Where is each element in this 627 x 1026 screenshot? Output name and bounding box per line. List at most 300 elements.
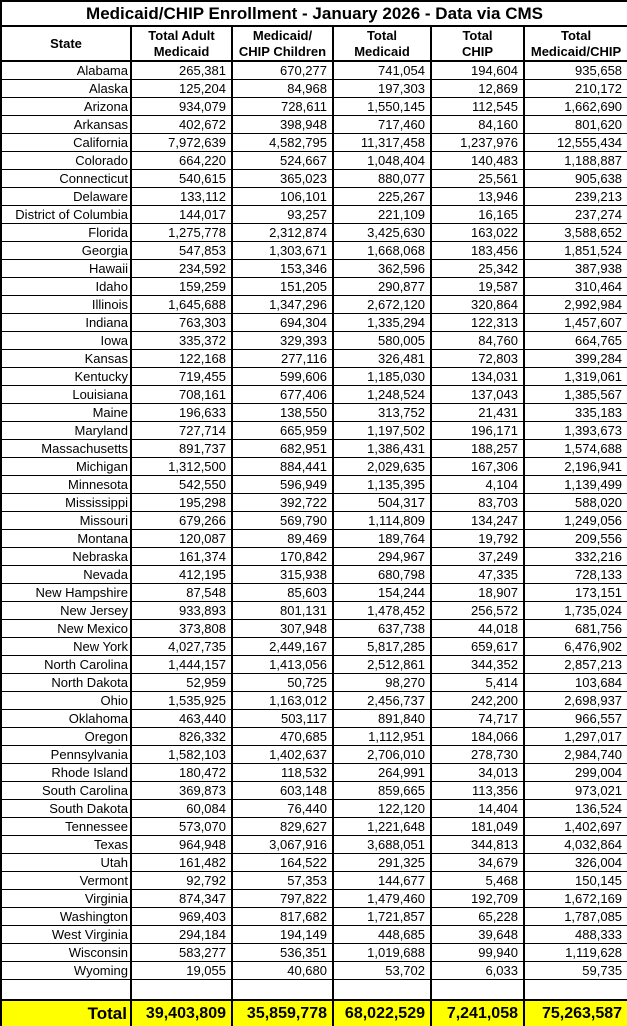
cell-value: 335,183 bbox=[524, 403, 627, 421]
cell-value: 369,873 bbox=[131, 781, 232, 799]
cell-value: 134,031 bbox=[431, 367, 524, 385]
table-row bbox=[1, 799, 627, 817]
cell-value: 47,335 bbox=[431, 565, 524, 583]
cell-value: 150,145 bbox=[524, 871, 627, 889]
cell-value: 637,738 bbox=[333, 619, 431, 637]
table-row bbox=[1, 241, 627, 259]
cell-value: 935,658 bbox=[524, 61, 627, 79]
table-row bbox=[1, 79, 627, 97]
table-row bbox=[1, 277, 627, 295]
table-row bbox=[1, 817, 627, 835]
cell-state: Florida bbox=[1, 223, 131, 241]
cell-value: 194,604 bbox=[431, 61, 524, 79]
cell-value: 1,668,068 bbox=[333, 241, 431, 259]
cell-value: 294,967 bbox=[333, 547, 431, 565]
cell-value: 221,109 bbox=[333, 205, 431, 223]
cell-value: 504,317 bbox=[333, 493, 431, 511]
cell-state: Minnesota bbox=[1, 475, 131, 493]
cell-value: 291,325 bbox=[333, 853, 431, 871]
cell-value: 412,195 bbox=[131, 565, 232, 583]
cell-value: 133,112 bbox=[131, 187, 232, 205]
cell-state: Oregon bbox=[1, 727, 131, 745]
cell-value: 399,284 bbox=[524, 349, 627, 367]
cell-state: New Jersey bbox=[1, 601, 131, 619]
cell-state: Alaska bbox=[1, 79, 131, 97]
cell-value: 596,949 bbox=[232, 475, 333, 493]
cell-state: Wyoming bbox=[1, 961, 131, 979]
cell-value: 161,482 bbox=[131, 853, 232, 871]
cell-value: 536,351 bbox=[232, 943, 333, 961]
cell-value: 332,216 bbox=[524, 547, 627, 565]
cell-state: Nebraska bbox=[1, 547, 131, 565]
cell-value: 98,270 bbox=[333, 673, 431, 691]
cell-value: 569,790 bbox=[232, 511, 333, 529]
cell-value: 680,798 bbox=[333, 565, 431, 583]
cell-value: 118,532 bbox=[232, 763, 333, 781]
cell-value: 294,184 bbox=[131, 925, 232, 943]
cell-value: 140,483 bbox=[431, 151, 524, 169]
table-row bbox=[1, 619, 627, 637]
cell-value: 859,665 bbox=[333, 781, 431, 799]
cell-value: 373,808 bbox=[131, 619, 232, 637]
cell-value: 12,869 bbox=[431, 79, 524, 97]
cell-value: 72,803 bbox=[431, 349, 524, 367]
column-header: Total Medicaid bbox=[333, 26, 431, 61]
cell-value: 34,013 bbox=[431, 763, 524, 781]
cell-value: 209,556 bbox=[524, 529, 627, 547]
table-row bbox=[1, 403, 627, 421]
cell-value: 19,587 bbox=[431, 277, 524, 295]
cell-value: 138,550 bbox=[232, 403, 333, 421]
cell-value: 1,393,673 bbox=[524, 421, 627, 439]
cell-value: 682,951 bbox=[232, 439, 333, 457]
cell-value: 40,680 bbox=[232, 961, 333, 979]
column-header: Total Adult Medicaid bbox=[131, 26, 232, 61]
table-row bbox=[1, 889, 627, 907]
cell-value: 1,135,395 bbox=[333, 475, 431, 493]
cell-value: 225,267 bbox=[333, 187, 431, 205]
cell-value: 1,185,030 bbox=[333, 367, 431, 385]
table-row bbox=[1, 943, 627, 961]
cell-value: 817,682 bbox=[232, 907, 333, 925]
cell-value: 717,460 bbox=[333, 115, 431, 133]
cell-value: 1,550,145 bbox=[333, 97, 431, 115]
cell-state: Oklahoma bbox=[1, 709, 131, 727]
cell-value: 256,572 bbox=[431, 601, 524, 619]
cell-value: 1,574,688 bbox=[524, 439, 627, 457]
total-row bbox=[1, 1000, 627, 1026]
cell-value: 19,792 bbox=[431, 529, 524, 547]
cell-value: 5,468 bbox=[431, 871, 524, 889]
cell-value: 19,055 bbox=[131, 961, 232, 979]
cell-value: 580,005 bbox=[333, 331, 431, 349]
table-row bbox=[1, 907, 627, 925]
cell-value: 335,372 bbox=[131, 331, 232, 349]
spacer-cell bbox=[131, 979, 232, 1000]
cell-value: 6,476,902 bbox=[524, 637, 627, 655]
cell-value: 681,756 bbox=[524, 619, 627, 637]
cell-value: 1,197,502 bbox=[333, 421, 431, 439]
cell-value: 16,165 bbox=[431, 205, 524, 223]
cell-value: 197,303 bbox=[333, 79, 431, 97]
table-row bbox=[1, 295, 627, 313]
cell-value: 144,677 bbox=[333, 871, 431, 889]
table-row bbox=[1, 151, 627, 169]
column-header-row bbox=[1, 26, 627, 61]
cell-value: 326,004 bbox=[524, 853, 627, 871]
cell-state: Ohio bbox=[1, 691, 131, 709]
cell-value: 1,347,296 bbox=[232, 295, 333, 313]
cell-value: 85,603 bbox=[232, 583, 333, 601]
cell-state: Montana bbox=[1, 529, 131, 547]
cell-value: 964,948 bbox=[131, 835, 232, 853]
table-row bbox=[1, 637, 627, 655]
cell-value: 599,606 bbox=[232, 367, 333, 385]
cell-value: 708,161 bbox=[131, 385, 232, 403]
cell-value: 880,077 bbox=[333, 169, 431, 187]
cell-value: 196,171 bbox=[431, 421, 524, 439]
cell-value: 65,228 bbox=[431, 907, 524, 925]
cell-value: 1,319,061 bbox=[524, 367, 627, 385]
cell-state: New York bbox=[1, 637, 131, 655]
spacer-cell bbox=[431, 979, 524, 1000]
cell-value: 1,237,976 bbox=[431, 133, 524, 151]
table-row bbox=[1, 547, 627, 565]
cell-value: 973,021 bbox=[524, 781, 627, 799]
cell-value: 2,029,635 bbox=[333, 457, 431, 475]
cell-value: 7,972,639 bbox=[131, 133, 232, 151]
cell-value: 665,959 bbox=[232, 421, 333, 439]
cell-value: 1,275,778 bbox=[131, 223, 232, 241]
cell-value: 905,638 bbox=[524, 169, 627, 187]
cell-value: 2,672,120 bbox=[333, 295, 431, 313]
cell-state: Colorado bbox=[1, 151, 131, 169]
cell-value: 53,702 bbox=[333, 961, 431, 979]
cell-state: South Carolina bbox=[1, 781, 131, 799]
cell-value: 99,940 bbox=[431, 943, 524, 961]
cell-state: Hawaii bbox=[1, 259, 131, 277]
table-row bbox=[1, 853, 627, 871]
cell-value: 307,948 bbox=[232, 619, 333, 637]
table-row bbox=[1, 61, 627, 79]
cell-value: 234,592 bbox=[131, 259, 232, 277]
cell-value: 694,304 bbox=[232, 313, 333, 331]
cell-value: 181,049 bbox=[431, 817, 524, 835]
cell-value: 4,104 bbox=[431, 475, 524, 493]
cell-state: South Dakota bbox=[1, 799, 131, 817]
cell-value: 1,535,925 bbox=[131, 691, 232, 709]
table-row bbox=[1, 691, 627, 709]
cell-value: 167,306 bbox=[431, 457, 524, 475]
column-header: Medicaid/ CHIP Children bbox=[232, 26, 333, 61]
cell-state: New Hampshire bbox=[1, 583, 131, 601]
table-row bbox=[1, 871, 627, 889]
cell-value: 966,557 bbox=[524, 709, 627, 727]
cell-value: 13,946 bbox=[431, 187, 524, 205]
cell-state: Texas bbox=[1, 835, 131, 853]
cell-value: 1,645,688 bbox=[131, 295, 232, 313]
cell-value: 801,620 bbox=[524, 115, 627, 133]
cell-value: 679,266 bbox=[131, 511, 232, 529]
cell-value: 884,441 bbox=[232, 457, 333, 475]
cell-state: Connecticut bbox=[1, 169, 131, 187]
cell-value: 573,070 bbox=[131, 817, 232, 835]
cell-value: 326,481 bbox=[333, 349, 431, 367]
total-value: 68,022,529 bbox=[333, 1000, 431, 1026]
cell-value: 144,017 bbox=[131, 205, 232, 223]
cell-value: 76,440 bbox=[232, 799, 333, 817]
cell-value: 1,335,294 bbox=[333, 313, 431, 331]
spacer-cell bbox=[232, 979, 333, 1000]
cell-value: 313,752 bbox=[333, 403, 431, 421]
cell-value: 1,479,460 bbox=[333, 889, 431, 907]
cell-value: 797,822 bbox=[232, 889, 333, 907]
cell-value: 524,667 bbox=[232, 151, 333, 169]
cell-value: 4,582,795 bbox=[232, 133, 333, 151]
table-row bbox=[1, 529, 627, 547]
cell-value: 1,019,688 bbox=[333, 943, 431, 961]
cell-state: Massachusetts bbox=[1, 439, 131, 457]
column-header: Total CHIP bbox=[431, 26, 524, 61]
cell-value: 134,247 bbox=[431, 511, 524, 529]
cell-value: 239,213 bbox=[524, 187, 627, 205]
cell-value: 120,087 bbox=[131, 529, 232, 547]
cell-value: 278,730 bbox=[431, 745, 524, 763]
cell-state: Maryland bbox=[1, 421, 131, 439]
cell-state: Rhode Island bbox=[1, 763, 131, 781]
cell-value: 84,760 bbox=[431, 331, 524, 349]
cell-state: Idaho bbox=[1, 277, 131, 295]
cell-value: 470,685 bbox=[232, 727, 333, 745]
table-row bbox=[1, 187, 627, 205]
cell-value: 242,200 bbox=[431, 691, 524, 709]
cell-state: West Virginia bbox=[1, 925, 131, 943]
cell-value: 153,346 bbox=[232, 259, 333, 277]
total-value: 35,859,778 bbox=[232, 1000, 333, 1026]
cell-value: 6,033 bbox=[431, 961, 524, 979]
cell-value: 93,257 bbox=[232, 205, 333, 223]
column-header: State bbox=[1, 26, 131, 61]
total-value: 7,241,058 bbox=[431, 1000, 524, 1026]
table-row bbox=[1, 961, 627, 979]
cell-value: 2,196,941 bbox=[524, 457, 627, 475]
cell-value: 106,101 bbox=[232, 187, 333, 205]
cell-value: 195,298 bbox=[131, 493, 232, 511]
cell-state: Arizona bbox=[1, 97, 131, 115]
cell-value: 163,022 bbox=[431, 223, 524, 241]
cell-value: 87,548 bbox=[131, 583, 232, 601]
cell-value: 103,684 bbox=[524, 673, 627, 691]
cell-state: North Carolina bbox=[1, 655, 131, 673]
cell-value: 161,374 bbox=[131, 547, 232, 565]
cell-value: 37,249 bbox=[431, 547, 524, 565]
cell-value: 664,765 bbox=[524, 331, 627, 349]
cell-value: 83,703 bbox=[431, 493, 524, 511]
cell-value: 365,023 bbox=[232, 169, 333, 187]
cell-value: 12,555,434 bbox=[524, 133, 627, 151]
cell-value: 1,139,499 bbox=[524, 475, 627, 493]
cell-value: 1,735,024 bbox=[524, 601, 627, 619]
cell-value: 542,550 bbox=[131, 475, 232, 493]
cell-value: 151,205 bbox=[232, 277, 333, 295]
cell-value: 603,148 bbox=[232, 781, 333, 799]
cell-value: 39,648 bbox=[431, 925, 524, 943]
cell-value: 344,352 bbox=[431, 655, 524, 673]
cell-value: 463,440 bbox=[131, 709, 232, 727]
cell-value: 11,317,458 bbox=[333, 133, 431, 151]
cell-value: 547,853 bbox=[131, 241, 232, 259]
cell-state: Delaware bbox=[1, 187, 131, 205]
cell-value: 320,864 bbox=[431, 295, 524, 313]
table-row bbox=[1, 727, 627, 745]
cell-state: Wisconsin bbox=[1, 943, 131, 961]
cell-state: New Mexico bbox=[1, 619, 131, 637]
cell-value: 1,249,056 bbox=[524, 511, 627, 529]
cell-value: 4,032,864 bbox=[524, 835, 627, 853]
table-row bbox=[1, 493, 627, 511]
spacer-cell bbox=[333, 979, 431, 1000]
cell-value: 194,149 bbox=[232, 925, 333, 943]
cell-value: 2,449,167 bbox=[232, 637, 333, 655]
cell-value: 237,274 bbox=[524, 205, 627, 223]
cell-value: 1,721,857 bbox=[333, 907, 431, 925]
cell-state: Pennsylvania bbox=[1, 745, 131, 763]
table-row bbox=[1, 673, 627, 691]
cell-value: 1,444,157 bbox=[131, 655, 232, 673]
total-value: 39,403,809 bbox=[131, 1000, 232, 1026]
cell-value: 874,347 bbox=[131, 889, 232, 907]
total-value: 75,263,587 bbox=[524, 1000, 627, 1026]
cell-value: 719,455 bbox=[131, 367, 232, 385]
cell-value: 392,722 bbox=[232, 493, 333, 511]
cell-state: Maine bbox=[1, 403, 131, 421]
column-header: Total Medicaid/CHIP bbox=[524, 26, 627, 61]
cell-value: 189,764 bbox=[333, 529, 431, 547]
cell-value: 659,617 bbox=[431, 637, 524, 655]
table-row bbox=[1, 169, 627, 187]
table-row bbox=[1, 385, 627, 403]
cell-state: Mississippi bbox=[1, 493, 131, 511]
cell-value: 2,706,010 bbox=[333, 745, 431, 763]
cell-value: 122,168 bbox=[131, 349, 232, 367]
cell-value: 290,877 bbox=[333, 277, 431, 295]
cell-state: Virginia bbox=[1, 889, 131, 907]
cell-value: 173,151 bbox=[524, 583, 627, 601]
cell-state: Illinois bbox=[1, 295, 131, 313]
cell-value: 329,393 bbox=[232, 331, 333, 349]
cell-value: 540,615 bbox=[131, 169, 232, 187]
cell-value: 25,561 bbox=[431, 169, 524, 187]
table-row bbox=[1, 565, 627, 583]
cell-value: 503,117 bbox=[232, 709, 333, 727]
cell-value: 1,582,103 bbox=[131, 745, 232, 763]
cell-value: 264,991 bbox=[333, 763, 431, 781]
cell-value: 1,662,690 bbox=[524, 97, 627, 115]
cell-value: 1,119,628 bbox=[524, 943, 627, 961]
cell-state: Vermont bbox=[1, 871, 131, 889]
cell-value: 1,402,697 bbox=[524, 817, 627, 835]
cell-value: 1,787,085 bbox=[524, 907, 627, 925]
cell-value: 60,084 bbox=[131, 799, 232, 817]
table-row bbox=[1, 97, 627, 115]
table-row bbox=[1, 475, 627, 493]
cell-state: Michigan bbox=[1, 457, 131, 475]
cell-value: 21,431 bbox=[431, 403, 524, 421]
cell-value: 5,414 bbox=[431, 673, 524, 691]
cell-value: 315,938 bbox=[232, 565, 333, 583]
cell-value: 1,112,951 bbox=[333, 727, 431, 745]
table-row bbox=[1, 457, 627, 475]
spacer-cell bbox=[524, 979, 627, 1000]
table-row bbox=[1, 745, 627, 763]
cell-value: 265,381 bbox=[131, 61, 232, 79]
cell-value: 664,220 bbox=[131, 151, 232, 169]
cell-value: 1,188,887 bbox=[524, 151, 627, 169]
cell-value: 670,277 bbox=[232, 61, 333, 79]
table-row bbox=[1, 511, 627, 529]
cell-value: 2,312,874 bbox=[232, 223, 333, 241]
cell-value: 583,277 bbox=[131, 943, 232, 961]
cell-value: 2,992,984 bbox=[524, 295, 627, 313]
cell-value: 448,685 bbox=[333, 925, 431, 943]
table-row bbox=[1, 133, 627, 151]
cell-value: 1,413,056 bbox=[232, 655, 333, 673]
cell-value: 1,478,452 bbox=[333, 601, 431, 619]
cell-value: 18,907 bbox=[431, 583, 524, 601]
table-row bbox=[1, 421, 627, 439]
table-row bbox=[1, 439, 627, 457]
cell-value: 1,297,017 bbox=[524, 727, 627, 745]
table-row bbox=[1, 313, 627, 331]
cell-value: 2,857,213 bbox=[524, 655, 627, 673]
cell-value: 57,353 bbox=[232, 871, 333, 889]
cell-state: Louisiana bbox=[1, 385, 131, 403]
cell-state: Kentucky bbox=[1, 367, 131, 385]
cell-value: 1,402,637 bbox=[232, 745, 333, 763]
cell-value: 89,469 bbox=[232, 529, 333, 547]
total-label: Total bbox=[1, 1000, 131, 1026]
cell-value: 310,464 bbox=[524, 277, 627, 295]
table-row bbox=[1, 655, 627, 673]
cell-value: 4,027,735 bbox=[131, 637, 232, 655]
table-row bbox=[1, 223, 627, 241]
cell-value: 188,257 bbox=[431, 439, 524, 457]
cell-value: 1,303,671 bbox=[232, 241, 333, 259]
cell-state: District of Columbia bbox=[1, 205, 131, 223]
cell-value: 934,079 bbox=[131, 97, 232, 115]
cell-value: 164,522 bbox=[232, 853, 333, 871]
cell-value: 1,248,524 bbox=[333, 385, 431, 403]
cell-value: 1,851,524 bbox=[524, 241, 627, 259]
cell-value: 113,356 bbox=[431, 781, 524, 799]
cell-value: 1,114,809 bbox=[333, 511, 431, 529]
cell-value: 362,596 bbox=[333, 259, 431, 277]
cell-value: 1,048,404 bbox=[333, 151, 431, 169]
table-row bbox=[1, 349, 627, 367]
cell-value: 25,342 bbox=[431, 259, 524, 277]
cell-state: Kansas bbox=[1, 349, 131, 367]
table-row bbox=[1, 205, 627, 223]
cell-value: 1,312,500 bbox=[131, 457, 232, 475]
cell-value: 170,842 bbox=[232, 547, 333, 565]
cell-value: 1,221,648 bbox=[333, 817, 431, 835]
cell-value: 2,512,861 bbox=[333, 655, 431, 673]
cell-value: 137,043 bbox=[431, 385, 524, 403]
cell-value: 2,456,737 bbox=[333, 691, 431, 709]
cell-value: 677,406 bbox=[232, 385, 333, 403]
cell-value: 192,709 bbox=[431, 889, 524, 907]
table-row bbox=[1, 259, 627, 277]
